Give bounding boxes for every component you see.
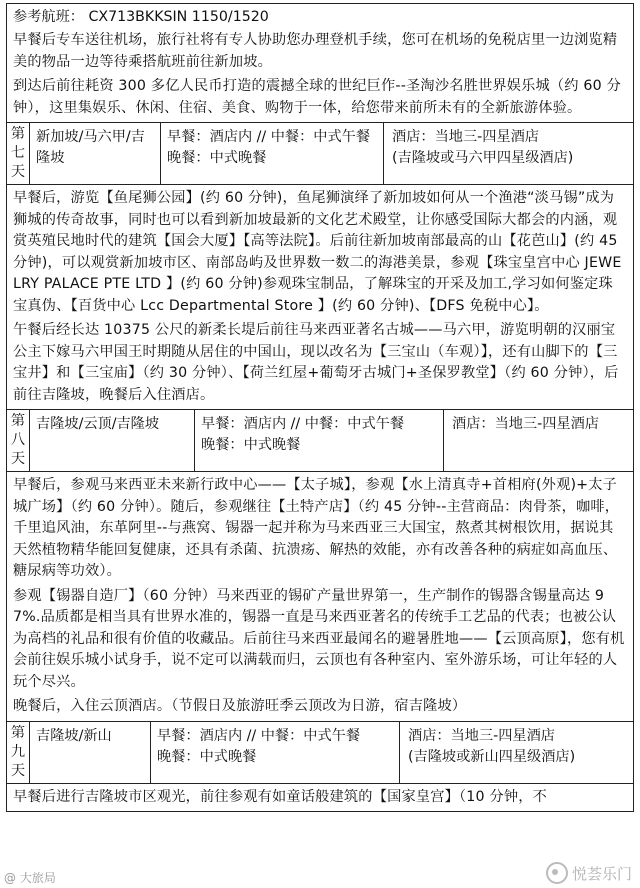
intro-paragraph-2: 到达后前往耗资 300 多亿人民币打造的震撼全球的世纪巨作--圣淘沙名胜世界娱乐城（约 60 分钟），这里集娱乐、休闲、住宿、美食、购物于一体，给您带来前所未有的全新旅游体验。 xyxy=(13,78,621,116)
day8-hotel xyxy=(444,410,633,471)
day9-meals xyxy=(151,722,400,783)
day7-hotel xyxy=(384,123,633,184)
intro-paragraph-1: 早餐后专车送往机场，旅行社将有专人协助您办理登机手续，您可在机场的免税店里一边浏览精美的物品一边等待乘搭航班前往新加坡。 xyxy=(13,32,618,70)
itinerary-document xyxy=(6,3,634,812)
watermark-text: 悦荟乐门 xyxy=(571,864,632,883)
day7-paragraph-1: 早餐后，游览【鱼尾狮公园】(约 60 分钟)，鱼尾狮演绎了新加坡如何从一个渔港“淡马锡”成为狮城的传奇故事，同时也可以看到新加坡最新的文化艺术殿堂，让你感受国际大都会的内涵，观赏英殖民地时代的建筑【国会大厦】【高等法院】。后前往新加坡南部最高的山【花芭山】(约 45 分钟)，可以观赏新加坡市区、南部岛屿及世界数一数二的海港美景，参观【珠宝皇宫中心 JEWELRY PALACE PTE LTD 】(约 60 分钟)参观珠宝制品，了解珠宝的开采及加工,学习如何鉴定珠宝真伪、【百货中心 Lcc Departmental Store 】(约 60 分钟)、【DFS 免税中心】。 xyxy=(13,190,622,314)
day7-meal-line-1: 早餐：酒店内 // 中餐：中式午餐 xyxy=(167,129,371,145)
day8-route: 吉隆坡/云顶/吉隆坡 xyxy=(30,410,195,471)
day9-route: 吉隆坡/新山 xyxy=(30,722,151,783)
day9-paragraph-1: 早餐后进行吉隆坡市区观光，前往参观有如童话般建筑的【国家皇宫】（10 分钟，不 xyxy=(13,788,548,805)
day8-hotel-line-1: 酒店：当地三-四星酒店 xyxy=(452,416,599,432)
day7-meal-line-2: 晚餐：中式晚餐 xyxy=(167,150,267,166)
day7-route: 新加坡/马六甲/吉隆坡 xyxy=(30,123,161,184)
watermark-left: @ 大旅局 xyxy=(4,871,56,885)
day9-header-row xyxy=(6,721,634,783)
day9-hotel-line-1: 酒店：当地三-四星酒店 xyxy=(408,727,555,744)
day8-meal-line-1: 早餐：酒店内 // 中餐：中式午餐 xyxy=(201,416,405,432)
day7-hotel-line-1: 酒店：当地三-四星酒店 xyxy=(392,129,539,145)
intro-block xyxy=(6,3,634,122)
day8-header-row xyxy=(6,409,634,471)
watermark xyxy=(546,862,632,884)
day7-label: 第七天 xyxy=(7,123,30,184)
day9-meal-line-1: 早餐：酒店内 // 中餐：中式午餐 xyxy=(157,727,361,744)
day9-body xyxy=(6,783,634,813)
day8-paragraph-3: 晚餐后，入住云顶酒店。（节假日及旅游旺季云顶改为日游，宿吉隆坡） xyxy=(13,698,467,714)
day7-hotel-line-2: (吉隆坡或马六甲四星级酒店) xyxy=(392,150,574,166)
day8-label: 第八天 xyxy=(7,410,30,471)
day7-header-row xyxy=(6,122,634,184)
day7-body xyxy=(6,184,634,409)
day9-label: 第九天 xyxy=(7,722,30,783)
wechat-icon xyxy=(546,862,568,884)
day7-paragraph-2: 午餐后经长达 10375 公尺的新柔长堤后前往马来西亚著名古城——马六甲，游览明朝的汉丽宝公主下嫁马六甲国王时期随从居住的中国山，现以改名为【三宝山（车观）】，还有山脚下的【三宝井】和【三宝庙】（约 30 分钟）、【荷兰红屋+葡萄牙古城门+圣保罗教堂】（约 60 分钟），后前往吉隆坡，晚餐后入住酒店。 xyxy=(13,322,619,403)
day8-meals xyxy=(195,410,444,471)
flight-reference: 参考航班： CX713BKKSIN 1150/1520 xyxy=(13,9,269,25)
day8-paragraph-2: 参观【锡器自造厂】（60 分钟）马来西亚的锡矿产量世界第一，生产制作的锡器含锡量高达 97%.品质都是相当具有世界水准的，锡器一直是马来西亚著名的传统手工艺品的代表；也被公认为高档的礼品和很有价值的收藏品。后前往马来西亚最闻名的避暑胜地——【云顶高原】，您有机会前往娱乐城小试身手，说不定可以满载而归，云顶也有各种室内、室外游乐场，可让年轻的人玩个尽兴。 xyxy=(13,587,625,690)
day9-hotel-line-2: (吉隆坡或新山四星级酒店) xyxy=(408,748,576,765)
day9-meal-line-2: 晚餐：中式晚餐 xyxy=(157,748,257,765)
day8-body xyxy=(6,471,634,721)
day7-meals xyxy=(161,123,384,184)
day8-paragraph-1: 早餐后，参观马来西亚未来新行政中心——【太子城】，参观【水上清真寺+首相府(外观)+太子城广场】（约 60 分钟）。随后，参观继往【土特产店】（约 45 分钟--主营商品：肉骨茶，咖啡，千里追风油，东革阿里--与燕窝、锡器一起并称为马来西亚三大国宝，熬煮其树根饮用，据说其天然植物精华能回复健康，还具有杀菌、抗溃疡、解热的效能，亦有改善各种的病症如高血压、糖尿病等功效）。 xyxy=(13,477,620,579)
day8-meal-line-2: 晚餐：中式晚餐 xyxy=(201,437,301,453)
day9-hotel xyxy=(400,722,633,783)
